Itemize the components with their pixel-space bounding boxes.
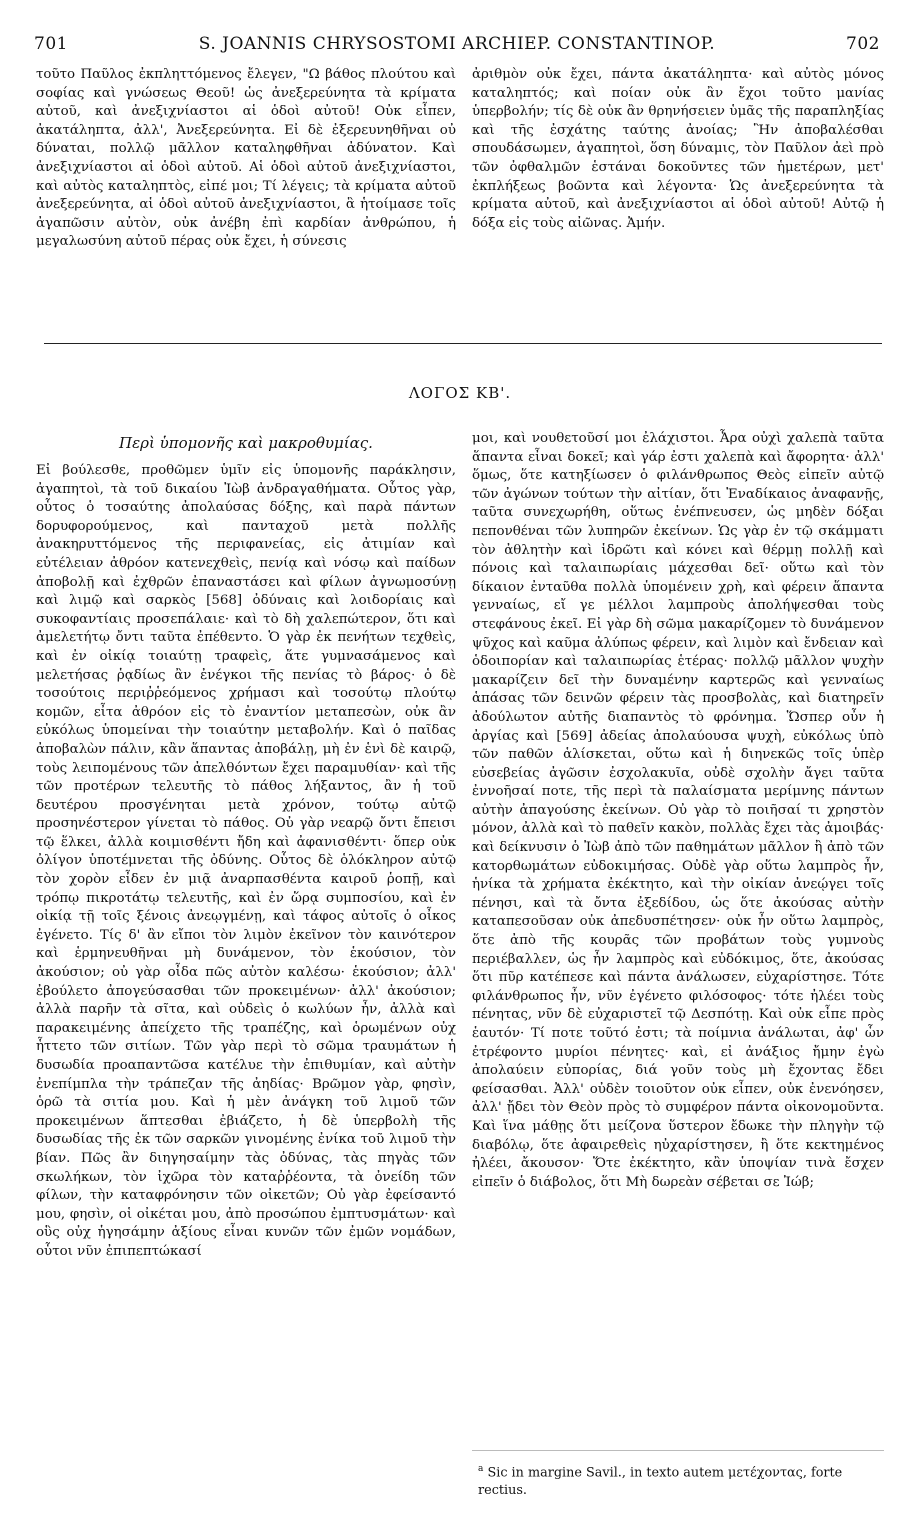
section-subtitle: Περὶ ὑπομονῆς καὶ μακροθυμίας. <box>119 434 373 452</box>
footnote-text: Sic in margine Savil., in texto autem μετέχοντας, forte rectius. <box>478 1465 843 1499</box>
page-number-right: 702 <box>846 34 880 54</box>
bottom-right-column <box>472 430 884 1192</box>
top-right-column <box>472 66 884 233</box>
footnote <box>478 1460 884 1500</box>
bottom-left-column <box>36 462 456 1262</box>
top-left-column <box>36 66 456 252</box>
page-number-left: 701 <box>34 34 68 54</box>
section-title: ΛΟΓΟΣ ΚΒ'. <box>408 384 512 402</box>
section-divider <box>44 343 882 344</box>
bottom-right-text: μοι, καὶ νουθετοῦσί μοι ἐλάχιστοι. Ἆρα οὐχὶ χαλεπὰ ταῦτα ἅπαντα εἶναι δοκεῖ; καὶ γάρ ἐστι χαλεπὰ καὶ ἄφορητα· ἀλλ' ὅμως, ὅτε κατηξίωσεν ὁ φιλάνθρωπος Θεὸς εἰπεῖν αὐτῷ τῶν ἀγώνων τούτων τὴν αἰτίαν, ὅτι Ἐναδίκαιος ἀναφανῇς, ταῦτα συνεχωρήθη, οὕτως ἐνέπνευσεν, ὡς μηδὲν δόξαι πεπονθέναι τῶν λυπηρῶν ἐκείνων. Ὡς γὰρ ἐν τῷ σκάμματι τὸν ἀθλητὴν καὶ ἱδρῶτι καὶ κόνει καὶ θέρμῃ πολλῇ καὶ πόνοις καὶ ταλαιπωρίαις μάχεσθαι δεῖ· οὕτω καὶ τὸν δίκαιον ἐνταῦθα πολλὰ ὑπομένειν χρὴ, καὶ φέρειν ἅπαντα γενναίως, εἴ γε μέλλοι λαμπροὺς ἀπολήψεσθαι τοὺς στεφάνους ἐκεῖ. Εἰ γὰρ δὴ σῶμα μακαρίζομεν τὸ δυνάμενον ψῦχος καὶ καῦμα ἀλύπως φέρειν, καὶ λιμὸν καὶ ἔνδειαν καὶ ὁδοιπορίαν καὶ ταλαιπωρίας ἑτέρας· πολλῷ μᾶλλον ψυχὴν μακαρίζειν δεῖ τὴν δυναμένην καρτερῶς καὶ γενναίως ἁπάσας τῶν δεινῶν φέρειν τὰς προσβολὰς, καὶ διατηρεῖν ἀδούλωτον αὐτῆς διαπαντὸς τὸ φρόνημα. Ὥσπερ οὖν ἡ ἀργίας καὶ [569] ἀδείας ἀπολαύουσα ψυχὴ, εὐκόλως ὑπὸ τῶν παθῶν ἁλίσκεται, οὕτω καὶ ἡ διηνεκῶς τοῖς ὑπὲρ εὐσεβείας ἀγῶσιν ἐσχολακυῖα, οὐδὲ σχολὴν ἄγει ταῦτα ἐννοῆσαί ποτε, τῆς περὶ τὰ παλαίσματα μερίμνης πάντων αὐτὴν ἀπαγούσης ἐκείνων. Οὐ γὰρ τὸ ποιῆσαί τι χρηστὸν μόνον, ἀλλὰ καὶ τὸ παθεῖν κακὸν, πολλὰς ἔχει τὰς ἀμοιβάς· καὶ δείκνυσιν ὁ Ἰὼβ ἀπὸ τῶν παθημάτων μᾶλλον ἢ ἀπὸ τῶν κατορθωμάτων εὐδοκιμήσας. Οὐδὲ γὰρ οὕτω λαμπρὸς ἦν, ἡνίκα τὰ χρήματα ἐκέκτητο, καὶ τὴν οἰκίαν ἀνεῴγει τοῖς πένησι, καὶ τὰ ὄντα ἐξεδίδου, ὡς ὅτε ἀκούσας αὐτὴν καταπεσοῦσαν οὐκ ἀπεδυσπέτησεν· οὐκ ἦν οὕτω λαμπρὸς, ὅτε ἀπὸ τῆς κουρᾶς τῶν προβάτων τοὺς γυμνοὺς περιέβαλλεν, ὡς ἦν λαμπρὸς καὶ εὐδόκιμος, ὅτε, ἀκούσας ὅτι πῦρ κατέπεσε καὶ πάντα ἀνάλωσεν, εὐχαρίστησε. Τότε φιλάνθρωπος ἦν, νῦν ἐγένετο φιλόσοφος· τότε ἠλέει τοὺς πένητας, νῦν δὲ εὐχαριστεῖ τῷ Δεσπότῃ. Καὶ οὐκ εἶπε πρὸς ἑαυτόν· Τί ποτε τοῦτό ἐστι; τὰ ποίμνια ἀνάλωται, ἀφ' ὧν ἐτρέφοντο μυρίοι πένητες· καὶ, εἰ ἀνάξιος ἤμην ἐγὼ ἀπολαύειν εὐπορίας, διά γοῦν τοὺς μὴ ἔχοντας ἔδει φείσασθαι. Ἀλλ' οὐδὲν τοιοῦτον οὐκ εἶπεν, οὐκ ἐνενόησεν, ἀλλ' ᾔδει τὸν Θεὸν πρὸς τὸ συμφέρον πάντα οἰκονομοῦντα. Καὶ ἵνα μάθῃς ὅτι μείζονα ὕστερον ἔδωκε τὴν πληγὴν τῷ διαβόλῳ, ὅτε ἀφαιρεθεὶς ηὐχαρίστησεν, ἢ ὅτε κεκτημένος ἠλέει, ἄκουσον· Ὅτε ἐκέκτητο, κἂν ὑποψίαν τινὰ ἔσχεν εἰπεῖν ὁ διάβολος, ὅτι Μὴ δωρεὰν σέβεται σε Ἰώβ; <box>472 431 884 1190</box>
footnote-divider <box>472 1450 884 1451</box>
top-right-text: ἀριθμὸν οὐκ ἔχει, πάντα ἀκατάληπτα· καὶ αὐτὸς μόνος καταληπτός; καὶ ποίαν οὐκ ἂν ἔχοι τοῦτο μανίας ὑπερβολήν; τίς δὲ οὐκ ἂν θρηνήσειεν ὑμᾶς τῆς παραπληξίας καὶ τῆς ἐσχάτης ταύτης ἀνοίας; Ἣν ἀποβαλέσθαι σπουδάσωμεν, ἀγαπητοὶ, ὅση δύναμις, τὸν Παῦλον ἀεὶ πρὸ τῶν ὀφθαλμῶν ἑστάναι δοκοῦντες τῶν ἡμετέρων, μετ' ἐκπλήξεως βοῶντα καὶ λέγοντα· Ὡς ἀνεξερεύνητα τὰ κρίματα αὐτοῦ, καὶ ἀνεξιχνίαστοι αἱ ὁδοὶ αὐτοῦ! Αὐτῷ ἡ δόξα εἰς τοὺς αἰῶνας. Ἀμήν. <box>472 67 884 231</box>
running-header <box>34 34 880 58</box>
bottom-left-text: Εἰ βούλεσθε, προθῶμεν ὑμῖν εἰς ὑπομονῆς παράκλησιν, ἀγαπητοὶ, τὰ τοῦ δικαίου Ἰὼβ ἀνδραγαθήματα. Οὗτος γὰρ, οὗτος ὁ τοσαύτης ἀπολαύσας δόξης, καὶ παρὰ πάντων δορυφορούμενος, καὶ πανταχοῦ μετὰ πολλῆς ἀνακηρυττόμενος τῆς περιφανείας, εἰς ἀτιμίαν καὶ εὐτέλειαν ἀθρόον κατενεχθεὶς, πενίᾳ καὶ νόσῳ καὶ παίδων ἀποβολῇ καὶ ἐχθρῶν ἐπαναστάσει καὶ φίλων ἀγνωμοσύνῃ καὶ λιμῷ καὶ σαρκὸς [568] ὀδύναις καὶ λοιδορίαις καὶ συκοφαντίαις προσεπάλαιε· καὶ τὸ δὴ χαλεπώτερον, ὅτι καὶ ἀμελετήτῳ ὄντι ταῦτα ἐπέθεντο. Ὁ γὰρ ἐκ πενήτων τεχθεὶς, καὶ ἐν οἰκίᾳ τοιαύτῃ τραφεὶς, ἅτε γυμνασάμενος καὶ μελετήσας ῥᾳδίως ἂν ἐνέγκοι τῆς πενίας τὸ βάρος· ὁ δὲ τοσούτοις περιῤῥεόμενος χρήμασι καὶ τοσούτῳ πλούτῳ κομῶν, εἶτα ἀθρόον εἰς τὸ ἐναντίον μεταπεσὼν, οὐκ ἂν εὐκόλως ὑπομείναι τὴν τοιαύτην μεταβολήν. Καὶ ὁ παῖδας ἀποβαλὼν πάλιν, κἂν ἅπαντας ἀποβάλῃ, μὴ ἐν ἑνὶ δὲ καιρῷ, τοὺς λειπομένους τῶν ἀπελθόντων ἔχει παραμυθίαν· καὶ τῆς τῶν προτέρων τελευτῆς τὸ πάθος λήξαντος, ἂν ἡ τοῦ δευτέρου προσγένηται μετὰ χρόνον, τούτῳ αὐτῷ προσηνέστερον γίνεται τὸ πάθος. Οὐ γὰρ νεαρῷ ὄντι ἔπεισι τῷ ἕλκει, ἀλλὰ κοιμισθέντι ἤδη καὶ ἀφανισθέντι· ὅπερ οὐκ ὀλίγον ὑποτέμνεται τῆς ὀδύνης. Οὗτος δὲ ὁλόκληρον αὐτῷ τὸν χορὸν εἶδεν ἐν μιᾷ ἀναρπασθέντα καιροῦ ῥοπῇ, καὶ τρόπῳ πικροτάτῳ τελευτῆς, καὶ ἐν ὥρᾳ συμποσίου, καὶ ἐν οἰκίᾳ τῇ τοῖς ξένοις ἀνεῳγμένῃ, καὶ τάφος αὐτοῖς ὁ οἶκος ἐγένετο. Τίς δ' ἂν εἴποι τὸν λιμὸν ἐκεῖνον τὸν καινότερον καὶ ἑρμηνευθῆναι μὴ δυνάμενον, τὸν ἑκούσιον, τὸν ἀκούσιον; οὐ γὰρ οἶδα πῶς αὐτὸν καλέσω· ἑκούσιον; ἀλλ' ἐβούλετο ἀπογεύσασθαι τῶν προκειμένων· ἀλλ' ἀκούσιον; ἀλλὰ παρῆν τὰ σῖτα, καὶ οὐδεὶς ὁ κωλύων ἦν, ἀλλὰ καὶ παρακειμένης ἀπείχετο τῆς τραπέζης, καὶ ὁρωμένων οὐχ ἧττετο τῶν σιτίων. Τῶν γὰρ περὶ τὸ σῶμα τραυμάτων ἡ δυσωδία προαπαντῶσα κατέλυε τὴν ἐπιθυμίαν, καὶ αὐτὴν ἐνεπίμπλα τὴν τράπεζαν τῆς ἀηδίας· Βρῶμον γὰρ, φησὶν, ὁρῶ τὰ σιτία μου. Καὶ ἡ μὲν ἀνάγκη τοῦ λιμοῦ τῶν προκειμένων ἅπτεσθαι ἐβιάζετο, ἡ δὲ ὑπερβολὴ τῆς δυσωδίας τῆς ἐκ τῶν σαρκῶν γινομένης ἐνίκα τοῦ λιμοῦ τὴν βίαν. Πῶς ἂν διηγησαίμην τὰς ὀδύνας, τὰς πηγὰς τῶν σκωλήκων, τὸν ἰχῶρα τὸν καταῤῥέοντα, τὰ ὀνείδη τῶν φίλων, τὴν καταφρόνησιν τῶν οἰκετῶν; Οὐ γὰρ ἐφείσαντό μου, φησὶν, οἱ οἰκέται μου, ἀπὸ προσώπου ἐμπτυσμάτων· καὶ οὓς οὐχ ἡγησάμην ἀξίους εἶναι κυνῶν τῶν ἐμῶν νομάδων, οὗτοι νῦν ἐπιπεπτώκασί <box>36 463 456 1259</box>
top-left-text: τοῦτο Παῦλος ἐκπληττόμενος ἔλεγεν, "Ω βάθος πλούτου καὶ σοφίας καὶ γνώσεως Θεοῦ! ὡς ἀνεξερεύνητα τὰ κρίματα αὐτοῦ, καὶ ἀνεξιχνίαστοι αἱ ὁδοὶ αὐτοῦ! Οὐκ εἶπεν, ἀκατάληπτα, ἀλλ', Ἀνεξερεύνητα. Εἰ δὲ ἐξερευνηθῆναι οὐ δύναται, πολλῷ μᾶλλον καταληφθῆναι ἀδύνατον. Καὶ ἀνεξιχνίαστοι αἱ ὁδοὶ αὐτοῦ. Αἱ ὁδοὶ αὐτοῦ ἀνεξιχνίαστοι, καὶ αὐτὸς καταληπτὸς, εἰπέ μοι; Τί λέγεις; τὰ κρίματα αὐτοῦ ἀνεξερεύνητα, αἱ ὁδοὶ αὐτοῦ ἀνεξιχνίαστοι, ἃ ἡτοίμασε τοῖς ἀγαπῶσιν αὐτὸν, οὐκ ἀνέβη ἐπὶ καρδίαν ἀνθρώπου, ἡ μεγαλωσύνη αὐτοῦ πέρας οὐκ ἔχει, ἡ σύνεσις <box>36 67 456 250</box>
running-title: S. JOANNIS CHRYSOSTOMI ARCHIEP. CONSTANTINOP. <box>198 34 716 54</box>
footnote-mark: a <box>478 1464 484 1474</box>
